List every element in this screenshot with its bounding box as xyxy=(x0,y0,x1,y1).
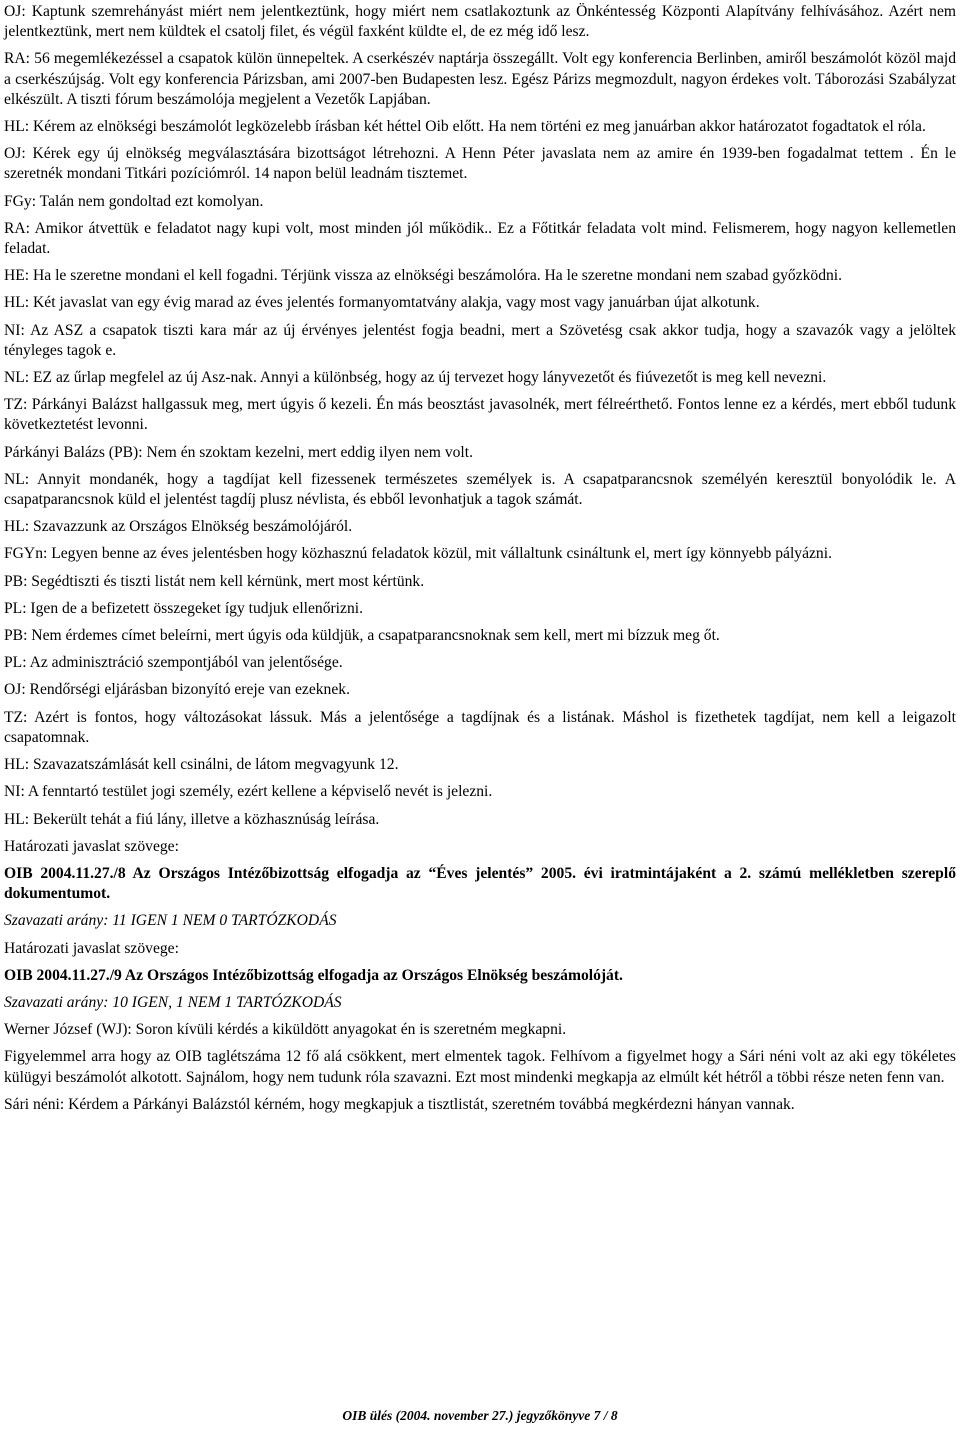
text-paragraph: PB: Nem érdemes címet beleírni, mert úgyis oda küldjük, a csapatparancsnoknak sem kell, mert mi bízzuk meg őt. xyxy=(4,627,720,645)
text-paragraph: HL: Bekerült tehát a fiú lány, illetve a közhasznúság leírása. xyxy=(4,810,380,828)
text-paragraph: TZ: Párkányi Balázst hallgassuk meg, mert úgyis ő kezeli. Én más beosztást javasolnék, mert félreérthető. Fontos lenne ez a kérdés, mert ebből tudunk következtetést levonni. xyxy=(4,396,956,434)
text-paragraph: OJ: Kérek egy új elnökség megválasztására bizottságot létrehozni. A Henn Péter javaslata nem az amire én 1939-ben fogadalmat tettem . Én le szeretnék mondani Titkári pozíciómról. 14 napon belül leadnám tisztemet. xyxy=(4,145,956,183)
text-paragraph: OJ: Kaptunk szemrehányást miért nem jelentkeztünk, hogy miért nem csatlakoztunk az Önkéntesség Központi Alapítvány felhívásához. Azért nem jelentkeztünk, mert nem küldtek el csatolj filet, és végül faxként küldte el, de ez még idő lesz. xyxy=(4,3,956,41)
text-paragraph: FGy: Talán nem gondoltad ezt komolyan. xyxy=(4,192,264,210)
text-paragraph: PL: Igen de a befizetett összegeket így tudjuk ellenőrizni. xyxy=(4,599,363,617)
text-paragraph: HE: Ha le szeretne mondani el kell fogadni. Térjünk vissza az elnökségi beszámolóra. Ha le szeretne mondani nem szabad győzködni. xyxy=(4,267,843,285)
resolution-paragraph: OIB 2004.11.27./9 Az Országos Intézőbizottság elfogadja az Országos Elnökség beszámolóját. xyxy=(4,966,623,984)
text-paragraph: FGYn: Legyen benne az éves jelentésben hogy közhasznú feladatok közül, mit vállaltunk csináltunk el, mert így könnyebb pályázni. xyxy=(4,545,832,563)
text-paragraph: RA: Amikor átvettük e feladatot nagy kupi volt, most minden jól működik.. Ez a Főtitkár feladata volt mind. Felismerem, hogy nagyon kellemetlen feladat. xyxy=(4,219,956,258)
text-paragraph: Párkányi Balázs (PB): Nem én szoktam kezelni, mert eddig ilyen nem volt. xyxy=(4,443,473,461)
text-paragraph: Werner József (WJ): Soron kívüli kérdés a kiküldött anyagokat én is szeretném megkapni. xyxy=(4,1021,567,1039)
text-paragraph: OJ: Rendőrségi eljárásban bizonyító ereje van ezeknek. xyxy=(4,681,350,699)
text-paragraph: NI: A fenntartó testület jogi személy, ezért kellene a képviselő nevét is jelezni. xyxy=(4,783,493,801)
text-paragraph: NL: EZ az űrlap megfelel az új Asz-nak. Annyi a különbség, hogy az új tervezet hogy lányvezetőt és fiúvezetőt is meg kell nevezni. xyxy=(4,369,827,387)
text-paragraph: HL: Két javaslat van egy évig marad az éves jelentés formanyomtatvány alakja, vagy most vagy januárban újat alkotunk. xyxy=(4,294,760,312)
text-paragraph: Határozati javaslat szövege: xyxy=(4,939,179,957)
text-paragraph: HL: Szavazzunk az Országos Elnökség beszámolójáról. xyxy=(4,518,353,536)
text-paragraph: HL: Kérem az elnökségi beszámolót legközelebb írásban két héttel Oib előtt. Ha nem történi ez meg januárban akkor határozatot fogadtatok el róla. xyxy=(4,118,926,136)
text-paragraph: Figyelemmel arra hogy az OIB taglétszáma 12 fő alá csökkent, mert elmentek tagok. Felhívom a figyelmet hogy a Sári néni volt az aki egy tökéletes külügyi beszámolót alkotott. Sajnálom, hogy nem tudunk róla szavazni. Ezt most mindenki megkapja az elmúlt két hétről a többi része neten fenn van. xyxy=(4,1048,956,1086)
vote-result: Szavazati arány: 10 IGEN, 1 NEM 1 TARTÓZKODÁS xyxy=(4,993,342,1011)
text-paragraph: Sári néni: Kérdem a Párkányi Balázstól kérném, hogy megkapjuk a tisztlistát, szeretném továbbá megkérdezni hányan vannak. xyxy=(4,1095,795,1113)
text-paragraph: PL: Az adminisztráció szempontjából van jelentősége. xyxy=(4,654,343,672)
text-paragraph: Határozati javaslat szövege: xyxy=(4,837,179,855)
text-paragraph: NL: Annyit mondanék, hogy a tagdíjat kell fizessenek természetes személyek is. A csapatparancsnok személyén keresztül bonyolódik le. A csapatparancsnok küld el jelentést tagdíj plusz névlista, és ebből levonhatjuk a tagok számát. xyxy=(4,470,956,509)
document-body xyxy=(4,2,956,1122)
text-paragraph: TZ: Azért is fontos, hogy változásokat lássuk. Más a jelentősége a tagdíjnak és a listának. Máshol is fizethetek tagdíjat, nem kell a leigazolt csapatomnak. xyxy=(4,708,956,746)
page-footer: OIB ülés (2004. november 27.) jegyzőkönyve 7 / 8 xyxy=(342,1408,618,1423)
vote-result: Szavazati arány: 11 IGEN 1 NEM 0 TARTÓZKODÁS xyxy=(4,912,337,930)
text-paragraph: NI: Az ASZ a csapatok tiszti kara már az új érvényes jelentést fogja beadni, mert a Szövetésg csak akkor tudja, hogy a szavazók vagy a jelöltek tényleges tagok e. xyxy=(4,321,956,359)
text-paragraph: PB: Segédtiszti és tiszti listát nem kell kérnünk, mert most kértünk. xyxy=(4,572,425,590)
text-paragraph: RA: 56 megemlékezéssel a csapatok külön ünnepeltek. A cserkészév naptárja összegállt. Volt egy konferencia Berlinben, amiről beszámolót közöl majd a cserkészújság. Volt egy konferencia Párizsban, ami 2007-ben Budapesten lesz. Egész Párizs megmozdult, nagyon érdekes volt. Táborozási Szabályzat elkészült. A tiszti fórum beszámolója megjelent a Vezetők Lapjában. xyxy=(4,50,956,108)
text-paragraph: HL: Szavazatszámlását kell csinálni, de látom megvagyunk 12. xyxy=(4,756,399,774)
resolution-paragraph: OIB 2004.11.27./8 Az Országos Intézőbizottság elfogadja az “Éves jelentés” 2005. évi iratmintájaként a 2. számú mellékletben szereplő dokumentumot. xyxy=(4,864,956,903)
